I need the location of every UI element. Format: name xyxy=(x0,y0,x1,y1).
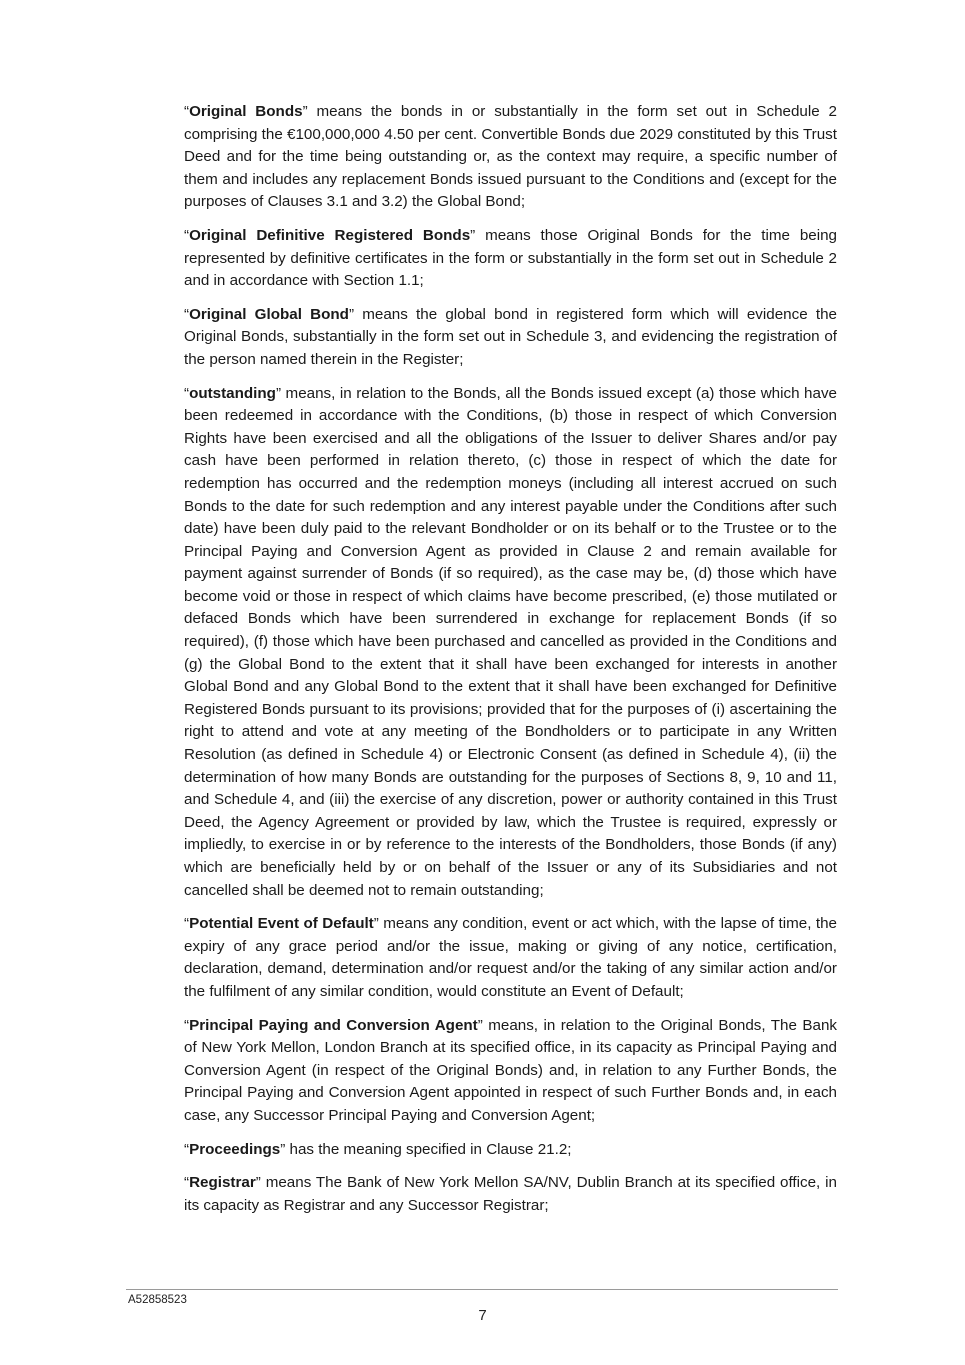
document-reference: A52858523 xyxy=(128,1294,187,1306)
definition-original-definitive-registered-bonds: “Original Definitive Registered Bonds” means those Original Bonds for the time being represented by definitive certificates in the form or substantially in the form set out in Schedule 2 and in accordance with Section 1.1; xyxy=(184,226,837,290)
definition-potential-event-of-default: “Potential Event of Default” means any condition, event or act which, with the lapse of time, the expiry of any grace period and/or the issue, making or giving of any notice, certification, declaration, demand, determination and/or request and/or the taking of any similar action and/or the fulfilment of any similar condition, would constitute an Event of Default; xyxy=(184,915,837,1000)
defined-term: Original Bonds xyxy=(189,103,303,120)
defined-term: Original Global Bond xyxy=(189,305,349,323)
defined-term: outstanding xyxy=(189,384,276,402)
definition-text: means, in relation to the Original Bonds, The Bank of New York Mellon, London Branch at its specified office, in its capacity as Principal Paying and Conversion Agent (in respect of the Original Bonds) and, in relation to any Further Bonds, the Principal Paying and Conversion Agent appointed in respect of such Further Bonds and, in each case, any Successor Principal Paying and Conversion Agent; xyxy=(184,1016,837,1124)
definition-text: has the meaning specified in Clause 21.2; xyxy=(285,1140,572,1158)
definition-original-global-bond: “Original Global Bond” means the global bond in registered form which will evidence the Original Bonds, substantially in the form set out in Schedule 3, and evidencing the registration of the person named therein in the Register; xyxy=(184,305,837,368)
definition-text: means any condition, event or act which, with the lapse of time, the expiry of any grace period and/or the issue, making or giving of any notice, certification, declaration, demand, determination and/or request and/or the taking of any similar action and/or the fulfilment of any similar condition, would constitute an Event of Default; xyxy=(184,915,837,1000)
defined-term: Original Definitive Registered Bonds xyxy=(189,226,471,244)
definition-text: means The Bank of New York Mellon SA/NV, Dublin Branch at its specified office, in its capacity as Registrar and any Successor Registrar; xyxy=(184,1174,837,1214)
defined-term: Registrar xyxy=(189,1174,256,1192)
defined-term: Principal Paying and Conversion Agent xyxy=(189,1016,478,1034)
defined-term: Proceedings xyxy=(189,1140,281,1158)
defined-term: Potential Event of Default xyxy=(189,915,374,933)
definition-proceedings: “Proceedings” has the meaning specified in Clause 21.2; xyxy=(184,1140,572,1158)
definition-text: means those Original Bonds for the time being represented by definitive certificates in the form or substantially in the form set out in Schedule 2 and in accordance with Section 1.1; xyxy=(184,226,837,290)
footer-divider xyxy=(126,1289,838,1290)
page-number: 7 xyxy=(478,1307,487,1324)
definition-outstanding: “outstanding” means, in relation to the Bonds, all the Bonds issued except (a) those which have been redeemed in accordance with the Conditions, (b) those in respect of which Conversion Rights have been exercised and all the obligations of the Issuer to deliver Shares and/or pay cash have been performed in relation thereto, (c) those in respect of which the date for redemption has occurred and the redemption moneys (including all interest accrued on such Bonds to the date for such redemption and any interest payable under the Conditions after such date) have been duly paid to the relevant Bondholder or on its behalf or to the Trustee or to the Principal Paying and Conversion Agent as provided in Clause 2 and remain available for payment against surrender of Bonds (if so required), as the case may be, (d) those which have become void or those in respect of which claims have become prescribed, (e) those mutilated or defaced Bonds which have been surrendered in exchange for replacement Bonds (if so required), (f) those which have been purchased and cancelled as provided in the Conditions and (g) the Global Bond to the extent that it shall have been exchanged for interests in another Global Bond and any Global Bond to the extent that it shall have been exchanged for Definitive Registered Bonds pursuant to its provisions; provided that for the purposes of (i) ascertaining the right to attend and vote at any meeting of the Bondholders or to participate in any Written Resolution (as defined in Schedule 4) or Electronic Consent (as defined in Schedule 4), (ii) the determination of how many Bonds are outstanding for the purposes of Sections 8, 9, 10 and 11, and Schedule 4, and (iii) the exercise of any discretion, power or authority contained in this Trust Deed, the Agency Agreement or provided by law, which the Trustee is required, expressly or impliedly, to exercise in or by reference to the interests of the Bondholders, those Bonds (if any) which are beneficially held by or on behalf of the Issuer or any of its Subsidiaries and not cancelled shall be deemed not to remain outstanding; xyxy=(184,384,837,899)
document-body xyxy=(184,101,837,1228)
definition-text: means the bonds in or substantially in the form set out in Schedule 2 comprising the €100,000,000 4.50 per cent. Convertible Bonds due 2029 constituted by this Trust Deed and for the time being outstanding or, as the context may require, a specific number of them and includes any replacement Bonds issued pursuant to the Conditions and (except for the purposes of Clauses 3.1 and 3.2) the Global Bond; xyxy=(184,103,837,211)
definition-registrar: “Registrar” means The Bank of New York Mellon SA/NV, Dublin Branch at its specified office, in its capacity as Registrar and any Successor Registrar; xyxy=(184,1174,837,1214)
definition-principal-paying-and-conversion-agent: “Principal Paying and Conversion Agent” means, in relation to the Original Bonds, The Bank of New York Mellon, London Branch at its specified office, in its capacity as Principal Paying and Conversion Agent (in respect of the Original Bonds) and, in relation to any Further Bonds, the Principal Paying and Conversion Agent appointed in respect of such Further Bonds and, in each case, any Successor Principal Paying and Conversion Agent; xyxy=(184,1016,837,1124)
definition-text: means, in relation to the Bonds, all the Bonds issued except (a) those which have been redeemed in accordance with the Conditions, (b) those in respect of which Conversion Rights have been exercised and all the obligations of the Issuer to deliver Shares and/or pay cash have been performed in relation thereto, (c) those in respect of which the date for redemption has occurred and the redemption moneys (including all interest accrued on such Bonds to the date for such redemption and any interest payable under the Conditions after such date) have been duly paid to the relevant Bondholder or on its behalf or to the Trustee or to the Principal Paying and Conversion Agent as provided in Clause 2 and remain available for payment against surrender of Bonds (if so required), as the case may be, (d) those which have become void or those in respect of which claims have become prescribed, (e) those mutilated or defaced Bonds which have been surrendered in exchange for replacement Bonds (if so required), (f) those which have been purchased and cancelled as provided in the Conditions and (g) the Global Bond to the extent that it shall have been exchanged for interests in another Global Bond and any Global Bond to the extent that it shall have been exchanged for Definitive Registered Bonds pursuant to its provisions; provided that for the purposes of (i) ascertaining the right to attend and vote at any meeting of the Bondholders or to participate in any Written Resolution (as defined in Schedule 4) or Electronic Consent (as defined in Schedule 4), (ii) the determination of how many Bonds are outstanding for the purposes of Sections 8, 9, 10 and 11, and Schedule 4, and (iii) the exercise of any discretion, power or authority contained in this Trust Deed, the Agency Agreement or provided by law, which the Trustee is required, expressly or impliedly, to exercise in or by reference to the interests of the Bondholders, those Bonds (if any) which are beneficially held by or on behalf of the Issuer or any of its Subsidiaries and not cancelled shall be deemed not to remain outstanding; xyxy=(184,384,837,899)
definition-text: means the global bond in registered form which will evidence the Original Bonds, substantially in the form set out in Schedule 3, and evidencing the registration of the person named therein in the Register; xyxy=(184,305,837,368)
definition-original-bonds: “Original Bonds” means the bonds in or substantially in the form set out in Schedule 2 comprising the €100,000,000 4.50 per cent. Convertible Bonds due 2029 constituted by this Trust Deed and for the time being outstanding or, as the context may require, a specific number of them and includes any replacement Bonds issued pursuant to the Conditions and (except for the purposes of Clauses 3.1 and 3.2) the Global Bond; xyxy=(184,103,837,211)
